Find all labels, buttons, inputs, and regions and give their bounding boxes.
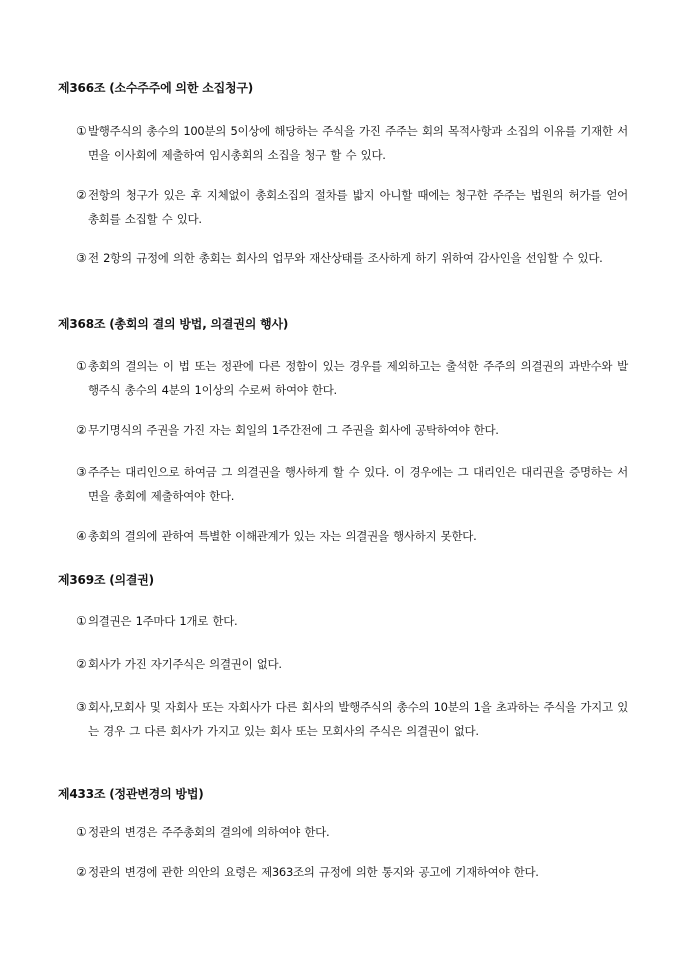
article-369 [58, 572, 628, 588]
clause-number: ③ [76, 700, 87, 714]
clause-number: ① [76, 825, 87, 839]
article-433 [58, 786, 628, 802]
clause-number: ① [76, 359, 87, 373]
clause-text: 정관의 변경은 주주총회의 결의에 의하여야 한다. [88, 825, 330, 839]
clause-paragraph [58, 860, 628, 884]
clause-text: 총회의 결의는 이 법 또는 정관에 다른 정함이 있는 경우를 제외하고는 출석한 주주의 의결권의 과반수와 발행주식 총수의 4분의 1이상의 수로써 하여야 한다. [88, 359, 628, 397]
clause-paragraph [58, 246, 628, 270]
clause-text: 총회의 결의에 관하여 특별한 이해관계가 있는 자는 의결권을 행사하지 못한다. [88, 529, 477, 543]
clause-text: 회사가 가진 자기주식은 의결권이 없다. [88, 657, 282, 671]
clause-text: 전항의 청구가 있은 후 지체없이 총회소집의 절차를 밟지 아니할 때에는 청구한 주주는 법원의 허가를 얻어 총회를 소집할 수 있다. [88, 188, 628, 226]
article-heading: 제369조 (의결권) [58, 573, 154, 587]
clause-paragraph [58, 119, 628, 167]
clause-paragraph [58, 460, 628, 508]
article-366 [58, 80, 628, 96]
clause-368-4 [58, 524, 628, 548]
clause-paragraph [58, 183, 628, 231]
clause-368-1 [58, 354, 628, 402]
clause-text: 의결권은 1주마다 1개로 한다. [88, 614, 238, 628]
clause-366-3 [58, 246, 628, 270]
clause-paragraph [58, 695, 628, 743]
clause-433-2 [58, 860, 628, 884]
clause-paragraph [58, 524, 628, 548]
clause-text: 회사,모회사 및 자회사 또는 자회사가 다른 회사의 발행주식의 총수의 10분의 1을 초과하는 주식을 가지고 있는 경우 그 다른 회사가 가지고 있는 회사 또는 모회사의 주식은 의결권이 없다. [88, 700, 628, 738]
clause-paragraph [58, 652, 628, 676]
clause-number: ② [76, 657, 87, 671]
clause-paragraph [58, 820, 628, 844]
clause-number: ① [76, 614, 87, 628]
clause-text: 발행주식의 총수의 100분의 5이상에 해당하는 주식을 가진 주주는 회의 목적사항과 소집의 이유를 기재한 서면을 이사회에 제출하여 임시총회의 소집을 청구 할 수 있다. [88, 124, 628, 162]
clause-paragraph [58, 354, 628, 402]
clause-369-2 [58, 652, 628, 676]
article-heading: 제368조 (총회의 결의 방법, 의결권의 행사) [58, 317, 289, 331]
clause-366-2 [58, 183, 628, 231]
clause-number: ③ [76, 251, 87, 265]
clause-369-3 [58, 695, 628, 743]
clause-366-1 [58, 119, 628, 167]
clause-text: 주주는 대리인으로 하여금 그 의결권을 행사하게 할 수 있다. 이 경우에는 그 대리인은 대리권을 증명하는 서면을 총회에 제출하여야 한다. [88, 465, 628, 503]
clause-number: ③ [76, 465, 87, 479]
clause-text: 정관의 변경에 관한 의안의 요령은 제363조의 규정에 의한 통지와 공고에 기재하여야 한다. [88, 865, 539, 879]
clause-paragraph [58, 418, 628, 442]
clause-paragraph [58, 609, 628, 633]
clause-368-2 [58, 418, 628, 442]
clause-number: ② [76, 188, 87, 202]
clause-369-1 [58, 609, 628, 633]
clause-number: ④ [76, 529, 87, 543]
article-368 [58, 316, 628, 332]
clause-number: ② [76, 865, 87, 879]
article-heading: 제433조 (정관변경의 방법) [58, 787, 204, 801]
clause-433-1 [58, 820, 628, 844]
clause-368-3 [58, 460, 628, 508]
article-heading: 제366조 (소수주주에 의한 소집청구) [58, 81, 254, 95]
clause-text: 전 2항의 규정에 의한 총회는 회사의 업무와 재산상태를 조사하게 하기 위하여 감사인을 선임할 수 있다. [88, 251, 603, 265]
clause-text: 무기명식의 주권을 가진 자는 회일의 1주간전에 그 주권을 회사에 공탁하여야 한다. [88, 423, 499, 437]
clause-number: ② [76, 423, 87, 437]
clause-number: ① [76, 124, 87, 138]
